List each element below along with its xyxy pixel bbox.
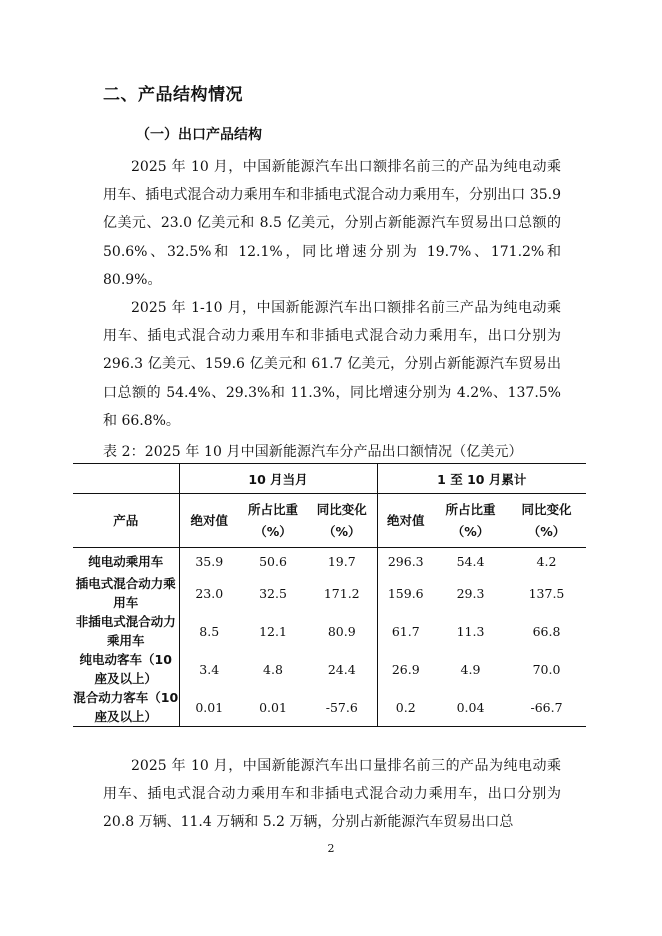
cell-month-yoy: 171.2	[307, 574, 377, 612]
header-group-cumulative: 1 至 10 月累计	[377, 464, 586, 494]
cell-product: 纯电动客车（10 座及以上）	[73, 650, 179, 688]
cell-month-share: 0.01	[239, 688, 307, 727]
header-product: 产品	[73, 494, 179, 548]
cell-month-yoy: 19.7	[307, 548, 377, 575]
export-value-table	[73, 463, 586, 727]
cell-month-abs: 35.9	[195, 553, 224, 569]
cell-month-abs: 8.5	[199, 623, 220, 639]
cell-product: 非插电式混合动力乘用车	[73, 612, 179, 650]
table-row	[73, 548, 586, 575]
cell-product: 插电式混合动力乘用车	[73, 574, 179, 612]
cell-month-yoy: 24.4	[307, 650, 377, 688]
table-row	[73, 574, 586, 612]
cell-cum-abs: 0.2	[377, 688, 434, 727]
cell-month-yoy: -57.6	[307, 688, 377, 727]
cell-cum-abs: 61.7	[391, 623, 420, 639]
section-heading: 二、产品结构情况	[103, 85, 243, 105]
header-cum-abs: 绝对值	[377, 494, 434, 548]
page-number: 2	[327, 842, 335, 855]
header-cum-share: 所占比重（%）	[434, 494, 507, 548]
table-row	[73, 612, 586, 650]
table-row	[73, 650, 586, 688]
table-caption: 表 2：2025 年 10 月中国新能源汽车分产品出口额情况（亿美元）	[103, 444, 523, 460]
cell-cum-yoy: 137.5	[528, 585, 565, 601]
header-cum-yoy: 同比变化（%）	[507, 494, 586, 548]
cell-cum-share: 4.9	[460, 661, 481, 677]
cell-month-abs: 23.0	[195, 585, 224, 601]
cell-month-share: 4.8	[263, 661, 283, 677]
paragraph-jan-oct: 2025 年 1-10 月，中国新能源汽车出口额排名前三产品为纯电动乘用车、插电式混合动力乘用车和非插电式混合动力乘用车，出口分别为 296.3 亿美元、159.6 亿美元和 61.7 亿美元，分别占新能源汽车贸易出口总额的 54.4%、29.3%和 11.3%，同比增速分别为 4.2%、137.5%和 66.8%。	[103, 300, 561, 429]
table-row	[73, 688, 586, 727]
cell-product: 纯电动乘用车	[73, 548, 179, 575]
cell-cum-yoy: 70.0	[532, 661, 561, 677]
header-month-abs: 绝对值	[179, 494, 239, 548]
cell-month-abs: 3.4	[199, 661, 220, 677]
cell-month-share: 12.1	[259, 623, 287, 639]
header-month-share: 所占比重（%）	[239, 494, 307, 548]
cell-cum-share: 54.4	[456, 553, 485, 569]
cell-cum-share: 11.3	[456, 623, 485, 639]
cell-month-yoy: 80.9	[307, 612, 377, 650]
cell-cum-yoy: 66.8	[532, 623, 561, 639]
header-blank	[73, 464, 179, 494]
header-group-month: 10 月当月	[179, 464, 377, 494]
cell-product: 混合动力客车（10 座及以上）	[73, 688, 179, 727]
cell-cum-abs: 26.9	[391, 661, 420, 677]
cell-cum-share: 0.04	[434, 688, 507, 727]
header-month-yoy: 同比变化（%）	[307, 494, 377, 548]
cell-cum-yoy: -66.7	[507, 688, 586, 727]
paragraph-october: 2025 年 10 月，中国新能源汽车出口额排名前三的产品为纯电动乘用车、插电式混合动力乘用车和非插电式混合动力乘用车，分别出口 35.9 亿美元、23.0 亿美元和 8.5 亿美元，分别占新能源汽车贸易出口总额的 50.6%、32.5%和 12.1%，同比增速分别为 19.7%、171.2%和 80.9%。	[103, 159, 561, 288]
cell-cum-share: 29.3	[456, 585, 485, 601]
cell-cum-abs: 296.3	[387, 553, 424, 569]
cell-cum-abs: 159.6	[387, 585, 424, 601]
cell-cum-yoy: 4.2	[536, 553, 557, 569]
cell-month-share: 32.5	[259, 585, 287, 601]
cell-month-share: 50.6	[259, 553, 287, 569]
cell-month-abs: 0.01	[179, 688, 239, 727]
subsection-heading: （一）出口产品结构	[136, 127, 262, 143]
paragraph-export-volume: 2025 年 10 月，中国新能源汽车出口量排名前三的产品为纯电动乘用车、插电式混合动力乘用车和非插电式混合动力乘用车，出口分别为 20.8 万辆、11.4 万辆和 5.2 万辆，分别占新能源汽车贸易出口总	[103, 758, 561, 831]
